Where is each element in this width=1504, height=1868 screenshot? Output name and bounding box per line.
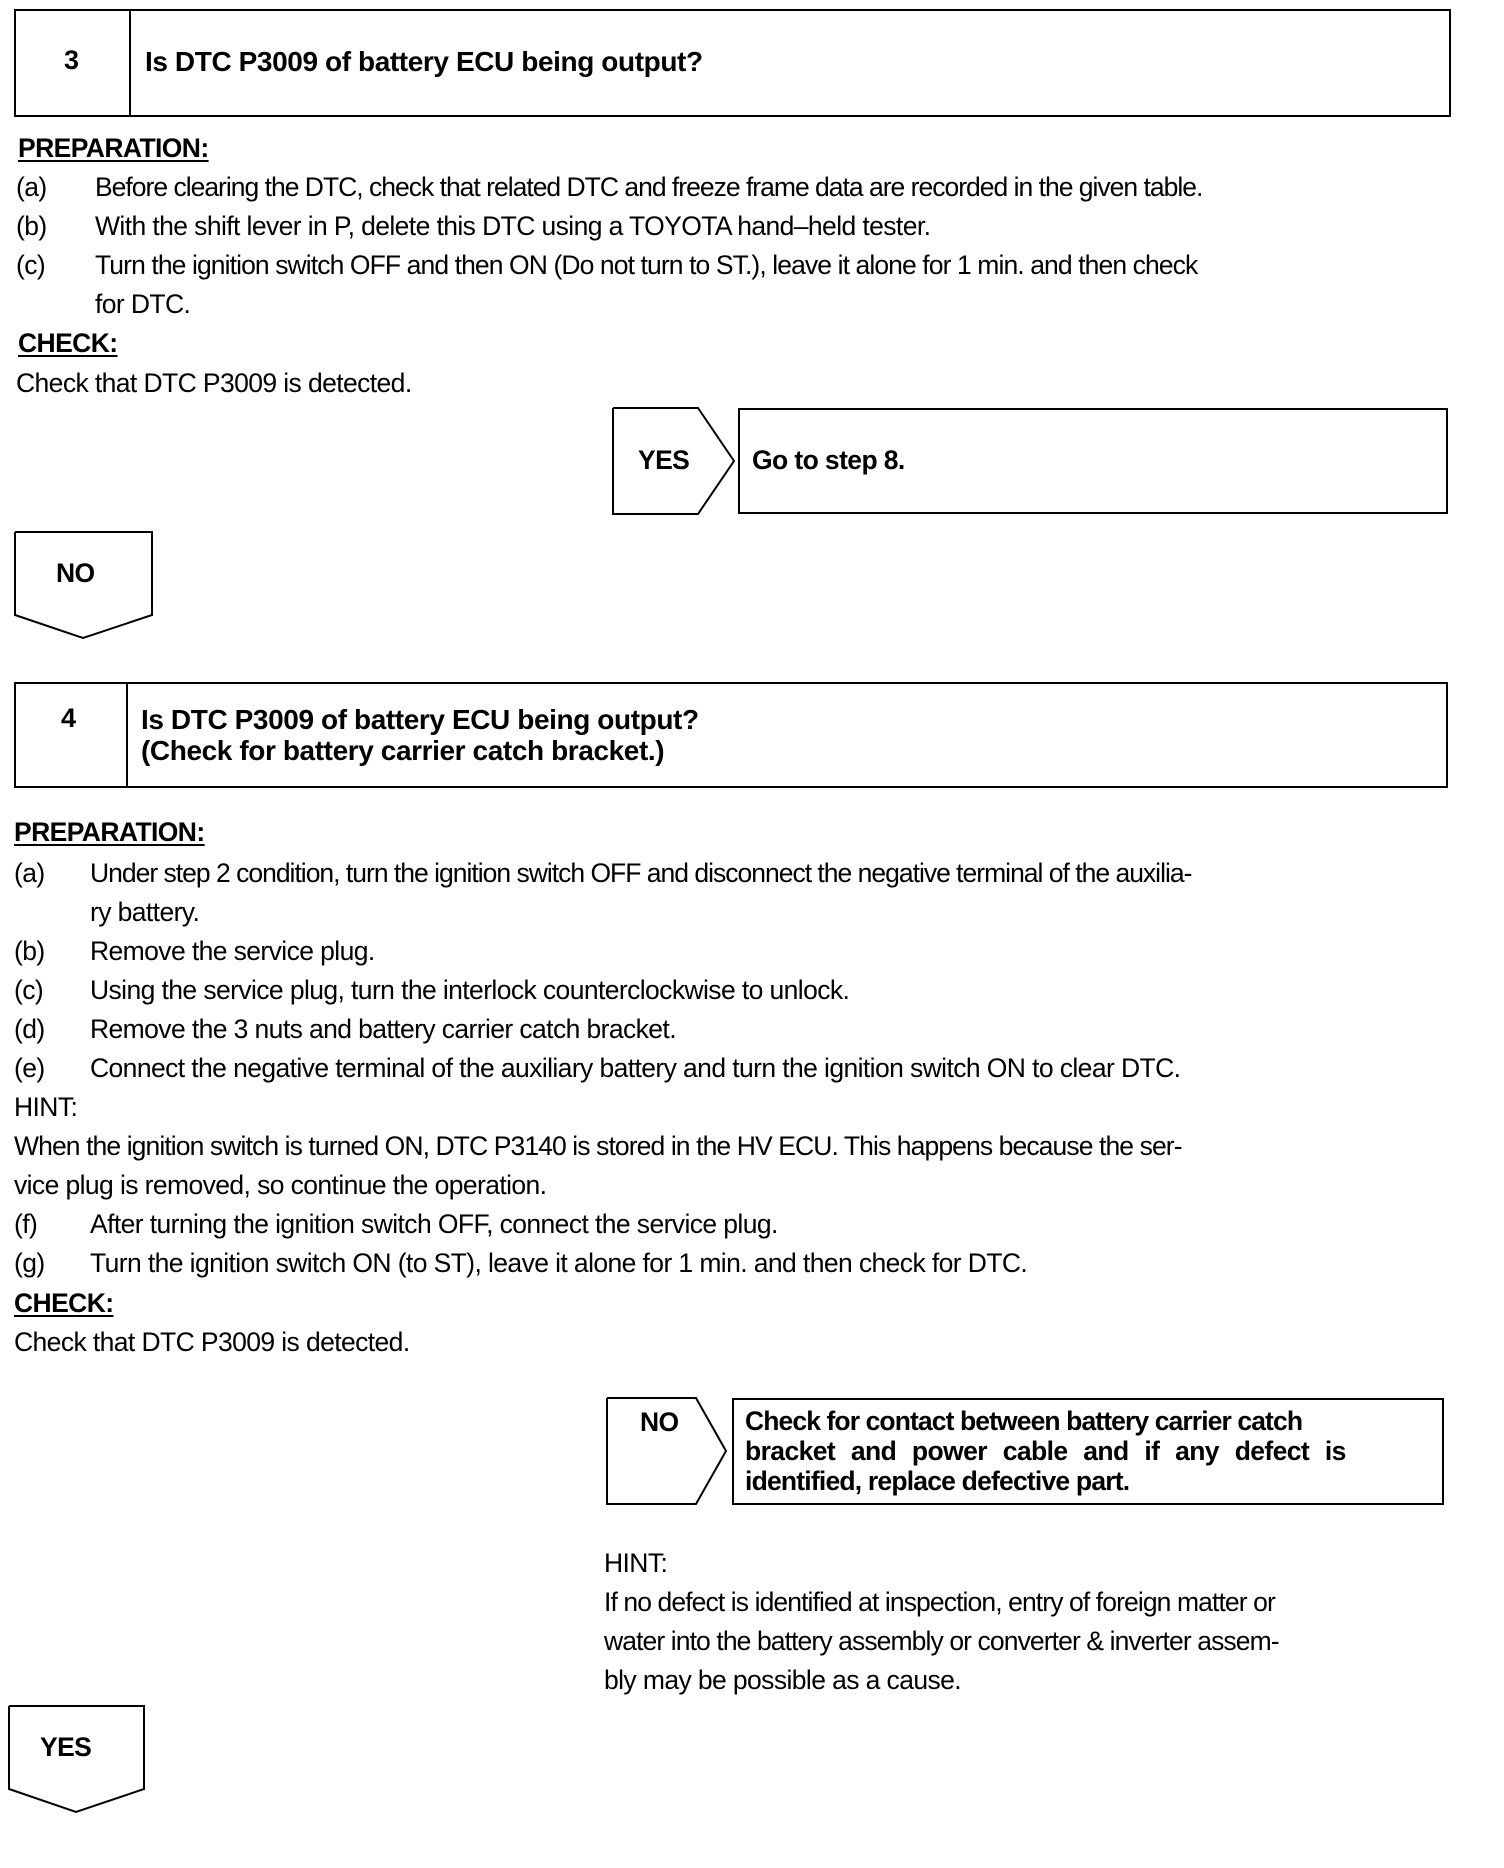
step-3-item-text: Before clearing the DTC, check that related DTC and freeze frame data are recorded in the given table.	[95, 172, 1203, 202]
step-4-result-hint-line: bly may be possible as a cause.	[604, 1665, 962, 1695]
step-4-item-text: Using the service plug, turn the interlock counterclockwise to unlock.	[90, 975, 850, 1005]
step-3-preparation-label: PREPARATION:	[18, 133, 209, 163]
step-4-divider	[126, 683, 128, 787]
step-4-item-text: Connect the negative terminal of the auxiliary battery and turn the ignition switch ON to clear DTC.	[90, 1053, 1181, 1083]
step-3-item-label: (a)	[16, 172, 47, 202]
step-4-item-text: Remove the service plug.	[90, 936, 375, 966]
step-4-no-result-line: identified, replace defective part.	[745, 1466, 1130, 1496]
step-4-no-result-line: bracket and power cable and if any defect is	[745, 1436, 1346, 1466]
step-3-item-text-cont: for DTC.	[95, 289, 191, 319]
step-4-check-text: Check that DTC P3009 is detected.	[14, 1327, 410, 1357]
step-4-item-text-cont: ry battery.	[90, 897, 200, 927]
step-4-item-text: After turning the ignition switch OFF, connect the service plug.	[90, 1209, 778, 1239]
step-4-result-hint-line: If no defect is identified at inspection, entry of foreign matter or	[604, 1587, 1275, 1617]
step-3-check-text: Check that DTC P3009 is detected.	[16, 368, 412, 398]
step-3-yes-label: YES	[638, 445, 690, 475]
step-3-no-label: NO	[56, 558, 95, 588]
step-4-item-label: (b)	[14, 936, 45, 966]
step-4-item-text: Turn the ignition switch ON (to ST), leave it alone for 1 min. and then check for DTC.	[90, 1248, 1028, 1278]
step-4-hint-line: When the ignition switch is turned ON, DTC P3140 is stored in the HV ECU. This happens because the ser-	[14, 1131, 1182, 1161]
step-4-item-label: (d)	[14, 1014, 45, 1044]
step-4-no-result-line: Check for contact between battery carrier catch	[745, 1406, 1303, 1436]
step-4-no-label: NO	[640, 1407, 679, 1437]
step-4-result-hint-line: water into the battery assembly or converter & inverter assem-	[604, 1626, 1279, 1656]
step-4-item-label: (g)	[14, 1248, 45, 1278]
step-4-item-label: (f)	[14, 1209, 38, 1239]
step-3-item-text: With the shift lever in P, delete this DTC using a TOYOTA hand–held tester.	[95, 211, 931, 241]
step-3-check-label: CHECK:	[18, 328, 118, 358]
step-4-hint-line: vice plug is removed, so continue the operation.	[14, 1170, 547, 1200]
step-4-item-text: Under step 2 condition, turn the ignition switch OFF and disconnect the negative terminal of the auxilia-	[90, 858, 1192, 888]
step-3-item-label: (c)	[16, 250, 46, 280]
step-4-check-label: CHECK:	[14, 1288, 114, 1318]
step-3-yes-result: Go to step 8.	[752, 445, 905, 475]
step-4-number: 4	[61, 703, 77, 733]
step-3-divider	[129, 10, 131, 116]
step-4-item-text: Remove the 3 nuts and battery carrier catch bracket.	[90, 1014, 676, 1044]
step-4-item-label: (a)	[14, 858, 45, 888]
step-3-item-label: (b)	[16, 211, 47, 241]
step-4-title-line1: Is DTC P3009 of battery ECU being output?	[141, 704, 699, 735]
step-4-hint-label: HINT:	[14, 1092, 78, 1122]
step-4-item-label: (e)	[14, 1053, 45, 1083]
step-4-title-line2: (Check for battery carrier catch bracket.)	[141, 735, 665, 766]
step-3-title: Is DTC P3009 of battery ECU being output?	[145, 46, 703, 77]
step-4-yes-label: YES	[40, 1732, 92, 1762]
step-3-number: 3	[64, 45, 80, 75]
step-4-result-hint-label: HINT:	[604, 1548, 668, 1578]
step-4-preparation-label: PREPARATION:	[14, 817, 205, 847]
step-4-item-label: (c)	[14, 975, 44, 1005]
step-3-item-text: Turn the ignition switch OFF and then ON (Do not turn to ST.), leave it alone for 1 min. and then check	[95, 250, 1198, 280]
